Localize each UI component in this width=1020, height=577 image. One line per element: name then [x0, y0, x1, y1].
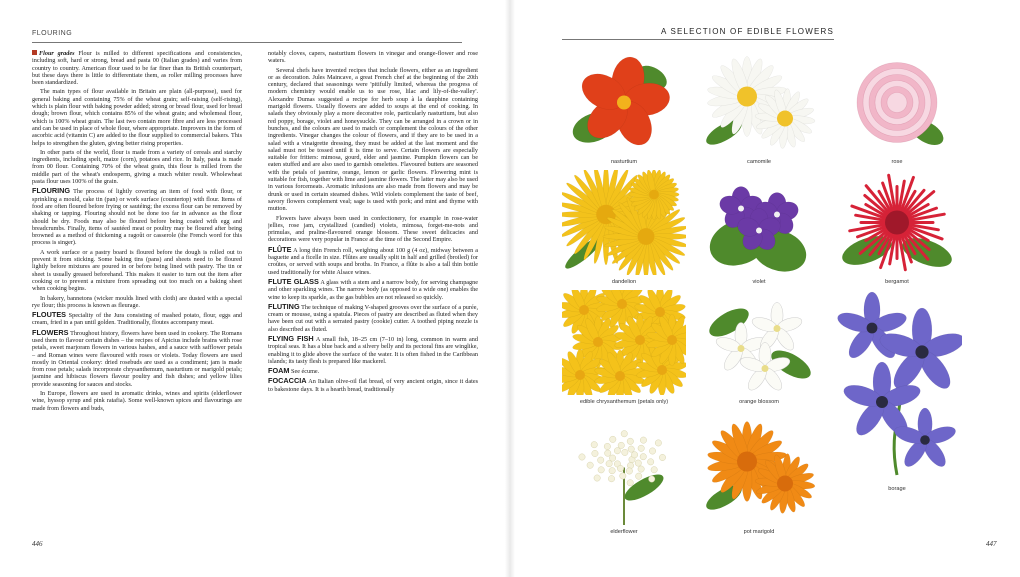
caption-camomile: camomile [747, 159, 771, 165]
running-head-left: FLOURING [32, 30, 73, 37]
flower-borage [832, 290, 962, 485]
flower-chrysanthemum [562, 290, 686, 395]
entry-paragraph: In Europe, flowers are used in aromatic drinks, wines and spirits (elderflower wine, hyssop syrup and pink ratafia). Some well-known spices and flavourings are made from flowers and buds, [32, 390, 242, 412]
entry-term: FLUTING [268, 301, 300, 311]
header-rule [32, 42, 462, 43]
entry-paragraph: The main types of flour available in Britain are plain (all-purpose), used for general baking and containing 75% of the wheat grain; self-raising (self-rising), which is plain flour with baking powder added; strong or bread flour, used for bread dough; brown flour, which contains 85% of the wheat grain; and wholemeal flour, which is 100% wheat grain. The last two contain more fibre and are less processed and can be used in place of whole flour, where appropriate. Improvers in the form of ascorbic acid (vitamin C) are added to the flour supplied to commercial bakers. This helps to strengthen the gluten, giving better rising properties. [32, 88, 242, 147]
flower-bergamot [832, 170, 962, 275]
entry-paragraph: In other parts of the world, flour is made from a variety of cereals and starchy ingredients, including spelt, maize (corn), potatoes and rice. In Italy, pasta is made from 00 flour. Containing 70% of the wheat grain, this flour is milled from the middle part of the wheat's endosperm, giving a much whiter result. Wholewheat pasta flour uses 100% of the grain. [32, 148, 242, 186]
entry-floutes [32, 311, 242, 327]
entry-term: FOAM [268, 366, 290, 376]
caption-pot-marigold: pot marigold [743, 529, 775, 535]
entry-foam [268, 367, 478, 375]
caption-borage: borage [888, 486, 906, 492]
photo-elderflower [562, 410, 686, 525]
header-rule [562, 39, 834, 40]
entry-flute [268, 246, 478, 276]
entry-paragraph: In bakery, bannetons (wicker moulds lined with cloth) are dusted with a special rye flour; this process is known as fleurage. [32, 294, 242, 309]
caption-bergamot: bergamot [885, 279, 909, 285]
photo-rose [832, 50, 962, 155]
entry-term: FLOWERS [32, 327, 69, 337]
entry-flour-grades [32, 50, 242, 86]
flower-orange-blossom [697, 290, 821, 395]
page-number-right: 447 [986, 540, 997, 548]
entry-flowers [32, 329, 242, 388]
flower-violet [697, 170, 821, 275]
caption-rose: rose [891, 159, 903, 165]
photo-edible-chrysanthemum [562, 290, 686, 395]
entry-term: FLUTE GLASS [268, 276, 319, 286]
entry-text: A glass with a stem and a narrow body, for serving champagne and other sparkling wines. The narrow body (as opposed to a wide one) enables the wine to keep its sparkle, as the gas bubbles are not released so quickly. [268, 278, 478, 301]
page-number-left: 446 [32, 540, 43, 548]
entry-text: A long thin French roll, weighing about 100 g (4 oz), midway between a baguette and a ficelle in size. Flûtes are usually split in half and grilled (broiled) for croûtes, or served with soups and broths. In France, a flûte is also a tall thin bottle used traditionally for white Alsace wines. [268, 246, 478, 276]
entry-continuation: notably cloves, capers, nasturtium flowers in vinegar and orange-flower and rose waters. [268, 50, 478, 65]
entry-text: The technique of making V-shaped grooves over the surface of a purée, cream or mousse, using a spatula. Pieces of pastry are described as fluted when they have been cut out with a serrated pastry (cookie) cutter. A toothed piping nozzle is also described as fluted. [268, 303, 478, 333]
entry-term: FLOURING [32, 186, 71, 196]
entry-text: Speciality of the Jura consisting of mashed potato, flour, eggs and cream, fried in a pan until golden. Traditionally, floutes accompany meat. [32, 312, 242, 327]
photo-orange-blossom [697, 290, 821, 395]
entry-text: Throughout history, flowers have been used in cookery. The Romans used them to flavour certain dishes – the recipes of Apicius include brains with rose petals, sweet marjoram flowers in various hashes, and a sauce with safflower petals – and Roman wines were flavoured with roses or violets. Today flowers are used mostly in Oriental cookery: dried rosebuds are used as a condiment; jam is made from rose petals; salads incorporate chrysanthemum, nasturtium or marigold petals; jasmine and hibiscus flowers flavour poultry and fish dishes; and yellow lilies provide seasoning for sauces and stocks. [32, 329, 242, 388]
entry-term: FOCACCIA [268, 376, 307, 386]
photo-nasturtium [562, 50, 686, 155]
photo-dandelion [562, 170, 686, 275]
entry-fluting [268, 303, 478, 333]
caption-edible-chrysanthemum: edible chrysanthemum (petals only) [579, 399, 669, 405]
caption-elderflower: elderflower [610, 529, 638, 535]
flower-rose [832, 50, 962, 155]
entry-paragraph: Several chefs have invented recipes that include flowers, either as an ingredient or as decoration. Jules Maincave, a great French chef at the beginning of the 20th century, declared that seasonings were 'pitifully limited, whereas the progress of modern chemistry would enable us to use rose, lilac and lily-of-the-valley'. Alexandre Dumas suggested a recipe for herb soup à la dauphine containing marigold flowers. Usually flowers are added to soups at the end of cooking. In salads they obviously play a more decorative role, particularly nasturtium, but also red poppy, borage, violet and honeysuckle. They can be arranged in a crown or in bunches, and the colours are used to match or complement the colours of the other ingredients. Vinegar changes the colour of flowers, and if they are to be used in a salad with a vinaigrette dressing, they must be added at the last moment and the salad must not be tossed until it is time to serve. Certain flowers are especially suitable for fritters: mimosa, gourd, elder and jasmine. Pumpkin flowers can be eaten stuffed and are also used to garnish omelettes. Flavoured butters are seasoned with the petals of jasmine, orange, lemon or garlic flowers. Flowering mint is suitable for fish, together with lime and jasmine flowers. The latter may also be used in various forcemeats. Aromatic infusions are also made from flowers and may be drunk or used in certain steamed dishes. Wild violets complement the taste of beef, savory flowers complement veal; sage is used with pork; and mint and thyme with mutton. [268, 66, 478, 213]
photo-violet [697, 170, 821, 275]
flower-camomile [697, 50, 821, 155]
entry-term: FLÛTE [268, 244, 292, 254]
entry-paragraph: A work surface or a pastry board is floured before the dough is rolled out to prevent it from sticking. Some baking tins (pans) and sheets need to be floured lightly before mixtures are poured in or before being lined with pastry. The tin or sheet is usually greased beforehand. This makes it easier to turn out the item after cooking or to prevent a mixture from spreading out too much on a baking sheet when cooking begins. [32, 248, 242, 293]
flower-dandelion [562, 170, 686, 275]
caption-orange-blossom: orange blossom [739, 399, 779, 405]
caption-violet: violet [752, 279, 766, 285]
entry-focaccia [268, 377, 478, 393]
section-marker-icon [32, 50, 37, 55]
flower-nasturtium [562, 50, 686, 155]
caption-dandelion: dandelion [611, 279, 637, 285]
flower-pot-marigold [697, 410, 821, 525]
photo-bergamot [832, 170, 962, 275]
entry-paragraph: Flowers have always been used in confectionery, for example in rose-water jellies, rose jam, crystallized (candied) violets, mimosa, forget-me-nots and primulas, and praline-flavoured orange blossom. These sweet delicacies and decorations were very popular in France at the time of the Second Empire. [268, 214, 478, 244]
entry-term: FLOUTES [32, 310, 67, 320]
photo-pot-marigold [697, 410, 821, 525]
entry-text: See écume. [291, 368, 320, 376]
flower-elderflower [562, 410, 686, 525]
text-column-2 [268, 50, 478, 540]
running-head-right: A SELECTION OF EDIBLE FLOWERS [660, 27, 834, 36]
entry-text: Flour is milled to different specifications and consistencies, including soft, hard or strong, bread and pasta 00 (Italian grades) and varies from country to country. American flour used to be far finer than its British counterpart, but these days there is little to differentiate them, as roller milling processes have been standardized. [32, 50, 242, 87]
entry-text: A small fish, 18–25 cm (7–10 in) long, common in warm and tropical seas. It has a blue back and a silvery belly and its pectoral fins are winglike, enabling it to glide above the surface of the water. It is often fished in the Caribbean islands; its tasty flesh is prepared like mackerel. [268, 335, 478, 365]
photo-camomile [697, 50, 821, 155]
entry-text: The process of lightly covering an item of food with flour, or sprinkling a mould, cake tin (pan) or work surface (countertop) with flour. Items of food are often floured before frying or sautéing; the excess flour can be removed by shaking or tapping. Flouring should not be done too far in advance as the flour should be dry. Foods may also be floured before being coated with egg and breadcrumbs. Finally, items of sautéed meat or poultry may be floured after being browned as a method of thickening a ragoût or casserole (the French word for this process is singer). [32, 188, 242, 247]
photo-borage [832, 290, 962, 485]
entry-flute-glass [268, 278, 478, 301]
text-column-1 [32, 50, 242, 540]
entry-term: Flour grades [39, 50, 75, 57]
entry-flying-fish [268, 335, 478, 365]
entry-term: FLYING FISH [268, 333, 314, 343]
right-page [510, 0, 1020, 577]
entry-text: An Italian olive-oil flat bread, of very ancient origin, since it dates to bakestone days. It is a hearth bread, traditionally [268, 378, 478, 393]
entry-flouring [32, 187, 242, 246]
caption-nasturtium: nasturtium [610, 159, 638, 165]
